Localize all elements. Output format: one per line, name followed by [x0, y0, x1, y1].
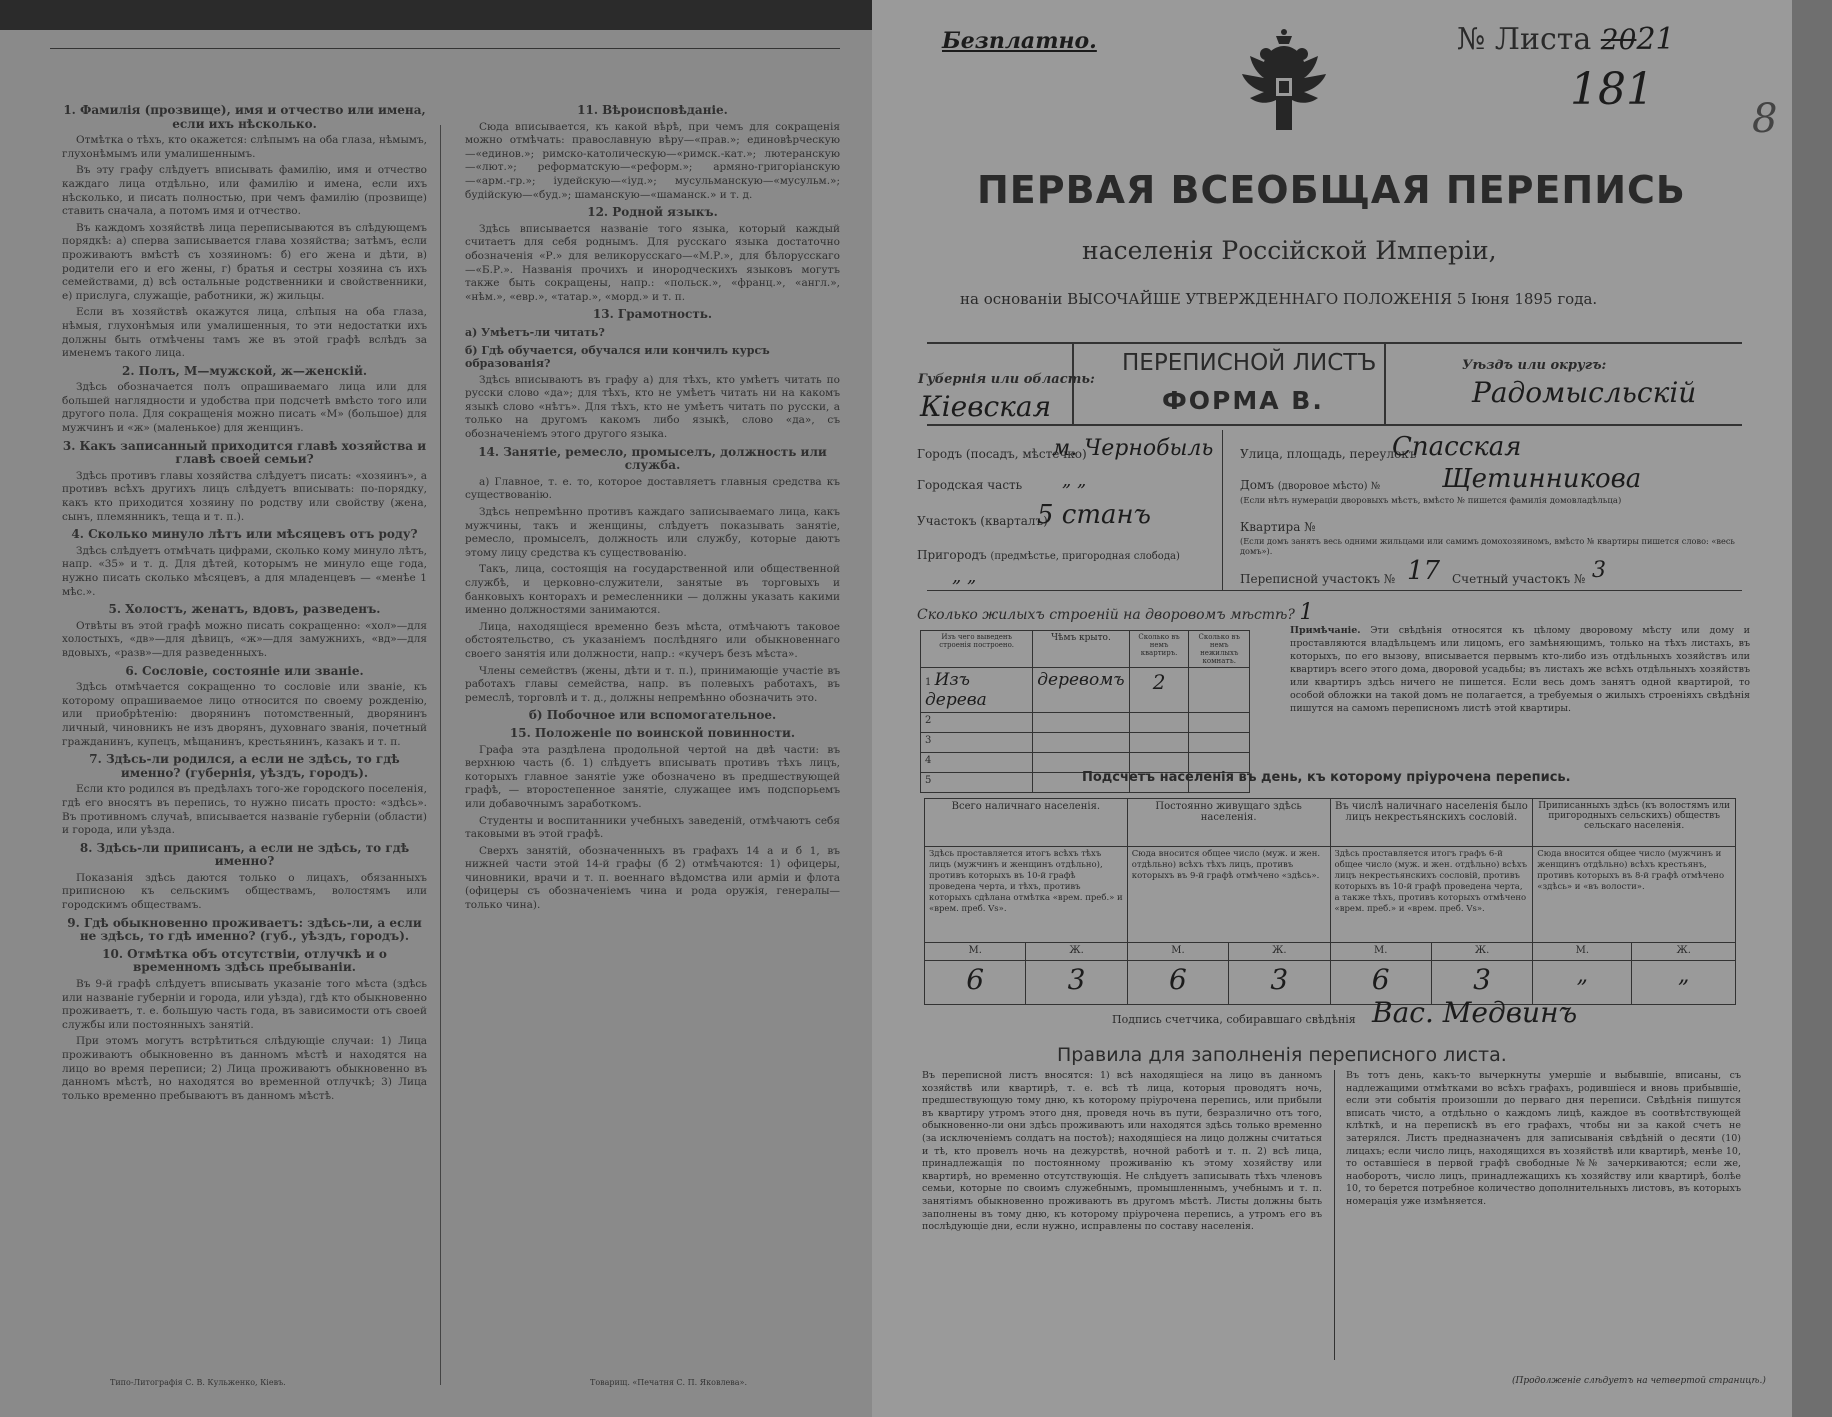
- row-number: 2: [921, 713, 1033, 733]
- tally-nonpeasant-female: 3: [1431, 961, 1532, 1005]
- female-label: Ж.: [1632, 943, 1736, 961]
- instruction-heading: б) Побочное или вспомогательное.: [528, 708, 777, 723]
- instruction-paragraph: Члены семействъ (жены, дѣти и т. п.), принимающіе участіе въ работахъ главы семейства, напр. въ полевыхъ работахъ, въ ремеслѣ, торговлѣ и т. д., должны непремѣнно обозначить это.: [465, 664, 840, 704]
- instruction-paragraph: При этомъ могутъ встрѣтиться слѣдующіе случаи: 1) Лица проживаютъ обыкновенно въ данномъ мѣстѣ и находятся на лицо во время переписи; 2) Лица проживаютъ обыкновенно въ данномъ мѣстѣ, но находятся во временной отлучкѣ; 3) Лица только временно пребываютъ въ данномъ мѣстѣ.: [62, 1035, 427, 1102]
- sheet-number: [1457, 22, 1675, 57]
- column-divider: [440, 125, 441, 1385]
- female-label: Ж.: [1026, 943, 1127, 961]
- buildings-table-header: [921, 631, 1250, 668]
- buildings-rule: [927, 590, 1742, 591]
- row-roof: [1033, 733, 1129, 753]
- tally-permanent-male: 6: [1127, 961, 1228, 1005]
- census-section-label: Переписной участокъ №: [1240, 572, 1396, 586]
- instructions-column-left: [62, 100, 427, 1106]
- instruction-heading: 1. Фамилія (прозвище), имя и отчество или имена, если ихъ нѣсколько.: [63, 103, 426, 131]
- census-form-page: [872, 0, 1792, 1417]
- tally-total-male: 6: [925, 961, 1026, 1005]
- city-label: Городъ (посадъ, мѣстечко): [917, 447, 1087, 461]
- tally-sex-row: [925, 943, 1736, 961]
- instruction-heading: 11. Вѣроисповѣданіе.: [577, 103, 728, 117]
- male-label: М.: [1330, 943, 1431, 961]
- female-label: Ж.: [1431, 943, 1532, 961]
- row-rooms: [1189, 733, 1250, 753]
- instruction-paragraph: Графа эта раздѣлена продольной чертой на двѣ части: въ верхнюю часть (б. 1) слѣдуетъ вписывать противъ тѣхъ лицъ, которыхъ главное занятіе уже обозначено въ предшествующей графѣ, — второстепенное занятіе, служащее имъ подспорьемъ или добавочнымъ заработкомъ.: [465, 743, 840, 810]
- tally-nonpeasant-male: 6: [1330, 961, 1431, 1005]
- instruction-paragraph: Сюда вписывается, къ какой вѣрѣ, при чемъ для сокращенія можно отмѣчать: православную вѣру—«прав.»; единовѣрческую—«единов.»; римско-католическую—«римск.-кат.»; лютеранскую—«лют.»; реформатскую—«реформ.»; армяно-григоріанскую—«арм.-гр.»; іудейскую—«іуд.»; мусульманскую—«мусульм.»; будійскую—«буд.»; шаманскую—«шаманск.» и т. д.: [465, 120, 840, 201]
- buildings-col-rooms: Сколько въ немъ нежилыхъ комнатъ.: [1189, 631, 1250, 668]
- count-section-label: Счетный участокъ №: [1452, 572, 1586, 586]
- row-rooms: [1189, 713, 1250, 733]
- buildings-col-material: Изъ чего выведенъ строенія построено.: [921, 631, 1033, 668]
- tally-registered-male: „: [1533, 961, 1632, 1005]
- house-label-text: Домъ: [1240, 478, 1274, 492]
- instruction-heading: 5. Холостъ, женатъ, вдовъ, разведенъ.: [108, 602, 381, 617]
- sheet-number-value: 21: [1636, 22, 1675, 57]
- sheet-number-crossed: 20: [1600, 23, 1637, 56]
- city-value: м. Чернобыль: [1052, 436, 1214, 461]
- male-label: М.: [1533, 943, 1632, 961]
- buildings-col-apartments: Сколько въ немъ квартиръ.: [1129, 631, 1189, 668]
- signature-label: Подпись счетчика, собиравшаго свѣдѣнія: [1112, 1013, 1356, 1026]
- buildings-table: [920, 630, 1250, 793]
- instruction-heading: 12. Родной языкъ.: [587, 205, 718, 220]
- instruction-paragraph: Показанія здѣсь даются только о лицахъ, обязанныхъ приписною къ сельскимъ обществамъ, волостямъ или городскимъ обществамъ.: [62, 871, 427, 912]
- row-apartments: [1129, 733, 1189, 753]
- instruction-paragraph: Лица, находящіеся временно безъ мѣста, отмѣчаютъ таковое обстоятельство, съ указаніемъ послѣдняго или обыкновеннаго своего занятія или должности, напр.: «кучеръ безъ мѣста».: [465, 620, 840, 660]
- tally-values-row: [925, 961, 1736, 1005]
- row-number: 1: [925, 677, 932, 688]
- tally-total-female: 3: [1026, 961, 1127, 1005]
- instruction-paragraph: Здѣсь непремѣнно противъ каждаго записываемаго лица, какъ мужчины, такъ и женщины, слѣдуетъ показывать занятіе, ремесло, промыселъ, должность или службу, которые даютъ этому лицу средства къ существованію.: [465, 506, 840, 559]
- apartment-label: Квартира №: [1240, 520, 1316, 534]
- left-page-instructions: [0, 30, 872, 1417]
- instruction-paragraph: а) Главное, т. е. то, которое доставляетъ главныя средства къ существованію.: [465, 475, 840, 502]
- governorate-value: Кіевская: [920, 390, 1052, 423]
- tally-header-row: [925, 799, 1736, 847]
- city-part-label: Городская часть: [917, 478, 1023, 492]
- tally-desc: Сюда вносится общее число (мужчинъ и женщинъ отдѣльно) всѣхъ крестьянъ, противъ которыхъ въ 8-й графѣ отмѣчено «здѣсь» и «въ волости».: [1533, 847, 1736, 943]
- census-section-value: 17: [1407, 556, 1441, 586]
- instruction-paragraph: Здѣсь противъ главы хозяйства слѣдуетъ писать: «хозяинъ», а противъ всѣхъ другихъ лицъ слѣдуетъ вписывать: по-порядку, какъ кто приходится хозяину по родству или свойству (жена, сынъ, племянникъ, теща и т. п.).: [62, 469, 427, 523]
- tally-col-non-peasant: Въ числѣ наличнаго населенія было лицъ некрестьянскихъ сословій.: [1330, 799, 1533, 847]
- instruction-heading: б) Гдѣ обучается, обучался или кончилъ курсъ образованія?: [465, 343, 770, 371]
- instruction-heading: а) Умѣетъ-ли читать?: [465, 325, 605, 339]
- instruction-paragraph: Если въ хозяйствѣ окажутся лица, слѣпыя на оба глаза, нѣмыя, глухонѣмыя или умалишенныя, то эти недостатки ихъ должны быть отмѣчены тамъ же въ этой графѣ вслѣдъ за именемъ такого лица.: [62, 306, 427, 360]
- instruction-paragraph: Здѣсь вписываютъ въ графу а) для тѣхъ, кто умѣетъ читать по русски слово «да»; для тѣхъ, кто не умѣетъ читать ни на какомъ языкѣ слово «нѣтъ». Для тѣхъ, кто не умѣетъ читать по русски, а только на другомъ какомъ либо языкѣ, слово «да», съ обозначеніемъ этого другого языка.: [465, 373, 840, 441]
- rules-continued: (Продолженіе слѣдуетъ на четвертой страницѣ.): [1512, 1376, 1766, 1386]
- tally-permanent-female: 3: [1229, 961, 1330, 1005]
- instruction-heading: 7. Здѣсь-ли родился, а если не здѣсь, то гдѣ именно? (губернія, уѣздъ, городъ).: [89, 752, 400, 780]
- instruction-heading: 4. Сколько минуло лѣтъ или мѣсяцевъ отъ роду?: [71, 527, 418, 542]
- house-note: (Если нѣтъ нумераціи дворовыхъ мѣстъ, вмѣсто № пишется фамилія домовладѣльца): [1240, 496, 1622, 506]
- instruction-heading: 6. Сословіе, состояніе или званіе.: [125, 663, 364, 678]
- street-label: Улица, площадь, переулокъ: [1240, 447, 1417, 461]
- instruction-paragraph: Сверхъ занятій, обозначенныхъ въ графахъ 14 а и б 1, въ нижней части этой 14-й графы (б 2) отмѣчаются: 1) офицеры, чиновники, врачи и т. п. военнаго вѣдомства или арміи и флота (офицеры съ обозначеніемъ чина и рода оружія, генералы—только чина).: [465, 844, 840, 912]
- counter-signature: Вас. Медвинъ: [1372, 996, 1578, 1029]
- instruction-paragraph: Здѣсь обозначается полъ опрашиваемаго лица или для большей наглядности и удобства при подсчетѣ вмѣсто того или другого пола. Для сокращенія можно писать «М» (большое) для мужчинъ и «ж» (маленькое) для женщинъ.: [62, 381, 427, 435]
- header-rule-right: [1384, 342, 1386, 426]
- district-label: Уѣздъ или округъ:: [1462, 358, 1607, 373]
- form-title-1: ПЕРЕПИСНОЙ ЛИСТЪ: [1122, 350, 1377, 376]
- tally-col-registered: Приписанныхъ здѣсь (къ волостямъ или пригородныхъ сельскихъ) обществъ сельскаго населенія.: [1533, 799, 1736, 847]
- buildings-cell-material: [921, 668, 1033, 713]
- instruction-paragraph: Студенты и воспитанники учебныхъ заведеній, отмѣчаютъ себя таковыми въ этой графѣ.: [465, 814, 840, 841]
- suburb-label: [917, 548, 1180, 562]
- double-headed-eagle-icon: [1228, 28, 1340, 138]
- instructions-column-right: [465, 100, 840, 916]
- suburb-hint: (предмѣстье, пригородная слобода): [990, 551, 1180, 562]
- left-printer-footer: Типо-Литографія С. В. Кульженко, Кіевъ.: [110, 1378, 286, 1387]
- form-title-2: ФОРМА В.: [1162, 386, 1324, 415]
- tally-registered-female: „: [1632, 961, 1736, 1005]
- male-label: М.: [925, 943, 1026, 961]
- rules-title: Правила для заполненія переписного листа.: [1057, 1044, 1507, 1066]
- suburb-label-text: Пригородъ: [917, 548, 987, 562]
- table-row: [921, 733, 1250, 753]
- row-number: 5: [921, 773, 1033, 793]
- instruction-paragraph: Въ эту графу слѣдуетъ вписывать фамилію, имя и отчество каждаго лица отдѣльно, или фамилію и имена, если ихъ нѣсколько, и писать полностью, при чемъ фамилію (прозвище) ставить сначала, а потомъ имя и отчество.: [62, 164, 427, 218]
- instruction-heading: 10. Отмѣтка объ отсутствіи, отлучкѣ и о временномъ здѣсь пребываніи.: [102, 946, 387, 975]
- instruction-heading: 8. Здѣсь-ли приписанъ, а если не здѣсь, то гдѣ именно?: [79, 840, 410, 869]
- row-roof: [1033, 713, 1129, 733]
- right-printer-footer: Товарищ. «Печатня С. П. Яковлева».: [590, 1378, 747, 1387]
- row-rooms: [1189, 668, 1250, 713]
- buildings-note: [1290, 624, 1750, 715]
- margin-mark: 8: [1752, 96, 1778, 142]
- instruction-heading: 14. Занятіе, ремесло, промыселъ, должность или служба.: [478, 444, 827, 473]
- instruction-heading: 2. Полъ, М—мужской, ж—женскій.: [121, 363, 368, 378]
- tally-col-total: Всего наличнаго населенія.: [925, 799, 1128, 847]
- row-number: 4: [921, 753, 1033, 773]
- apartment-note: (Если домъ занятъ весь одними жильцами или самимъ домохозяиномъ, вмѣсто № квартиры пишется слово: «весь домъ»).: [1240, 536, 1735, 556]
- census-title: ПЕРВАЯ ВСЕОБЩАЯ ПЕРЕПИСЬ: [977, 168, 1686, 212]
- table-row: [921, 668, 1250, 713]
- tally-desc: Здѣсь проставляется итогъ графъ 6-й общее число (муж. и жен. отдѣльно) всѣхъ лицъ некрестьянскихъ сословій, противъ которыхъ въ 10-й графѣ проведена черта, а также тѣхъ, противъ которыхъ отмѣчено «врем. преб.» и «врем. преб. Vs».: [1330, 847, 1533, 943]
- instruction-heading: 15. Положеніе по воинской повинности.: [509, 725, 796, 740]
- tally-col-permanent: Постоянно живущаго здѣсь населенія.: [1127, 799, 1330, 847]
- archive-number: 181: [1570, 64, 1654, 115]
- district-value: Радомысльскій: [1472, 376, 1697, 409]
- tally-desc: Здѣсь проставляется итогъ всѣхъ тѣхъ лицъ (мужчинъ и женщинъ отдѣльно), противъ которыхъ въ 10-й графѣ проведена черта, и тѣхъ, противъ которыхъ сдѣлана отмѣтка «врем. преб.» и «врем. преб. Vs».: [925, 847, 1128, 943]
- instruction-paragraph: Если кто родился въ предѣлахъ того-же городского поселенія, гдѣ его вносятъ въ перепись, то нужно писать просто: «здѣсь». Въ противномъ случаѣ, вписывается названіе губерніи (области) и города, или уѣзда.: [62, 783, 427, 837]
- instruction-paragraph: Здѣсь слѣдуетъ отмѣчать цифрами, сколько кому минуло лѣтъ, напр. «35» и т. д. Для дѣтей, которымъ не минуло еще года, нужно писать сколько мѣсяцевъ, а для младенцевъ — «менѣе 1 мѣс.».: [62, 544, 427, 598]
- tally-table: [924, 798, 1736, 1005]
- house-label: [1240, 478, 1380, 492]
- male-label: М.: [1127, 943, 1228, 961]
- left-page-top-rule: [50, 48, 840, 49]
- rules-divider: [1334, 1070, 1335, 1360]
- address-vertical-rule: [1222, 430, 1223, 590]
- instruction-heading: 9. Гдѣ обыкновенно проживаетъ: здѣсь-ли, а если не здѣсь, то гдѣ именно? (губ., уѣздъ, городъ).: [67, 915, 422, 944]
- tally-desc: Сюда вносится общее число (муж. и жен. отдѣльно) всѣхъ тѣхъ лицъ, противъ которыхъ въ 9-й графѣ отмѣчено «здѣсь».: [1127, 847, 1330, 943]
- governorate-label: Губернія или область:: [918, 372, 1095, 387]
- free-label: Безплатно.: [942, 28, 1097, 54]
- row-material: Изъ дерева: [925, 670, 987, 710]
- row-apartments: [1129, 713, 1189, 733]
- buildings-label-text: Сколько жилыхъ строеній на дворовомъ мѣстѣ?: [917, 607, 1295, 623]
- table-row: [921, 713, 1250, 733]
- instruction-heading: 13. Грамотность.: [592, 307, 713, 322]
- suburb-value: „ „: [952, 566, 977, 587]
- ward-value: 5 станъ: [1037, 500, 1151, 530]
- instruction-paragraph: Въ каждомъ хозяйствѣ лица переписываются въ слѣдующемъ порядкѣ: а) сперва записывается глава хозяйства; затѣмъ, если проживаютъ вмѣстѣ съ хозяиномъ: б) его жена и дѣти, в) родители его и его жены, г) братья и сестры хозяина съ ихъ семействами, д) всѣ остальные родственники и свойственники, е) прислуга, служащіе, работники, ж) жильцы.: [62, 221, 427, 302]
- ward-label: Участокъ (кварталъ): [917, 514, 1048, 528]
- census-basis-line: на основаніи ВЫСОЧАЙШЕ УТВЕРЖДЕННАГО ПОЛОЖЕНІЯ 5 Іюня 1895 года.: [960, 290, 1598, 308]
- city-part-value: „ „: [1062, 470, 1087, 491]
- buildings-note-title: Примѣчаніе.: [1290, 625, 1361, 636]
- buildings-label: [917, 600, 1313, 625]
- house-hint: (дворовое мѣсто) №: [1277, 481, 1381, 492]
- street-value: Спасская: [1392, 432, 1522, 462]
- female-label: Ж.: [1229, 943, 1330, 961]
- row-number: 3: [921, 733, 1033, 753]
- instruction-paragraph: Здѣсь вписывается названіе того языка, который каждый считаетъ для себя роднымъ. Для русскаго языка достаточно обозначенія «Р.» для великорусскаго—«М.Р.», для бѣлорусскаго—«Б.Р.». Названія прочихъ и инородческихъ языковъ могутъ также быть сокращены, напр.: «польск.», «франц.», «англ.», «нѣм.», «евр.», «татар.», «морд.» и т. п.: [465, 222, 840, 303]
- header-rule-top: [927, 342, 1742, 344]
- buildings-note-text: Эти свѣдѣнія относятся къ цѣлому дворовому мѣсту или дому и проставляются владѣльцемъ или лицомъ, его замѣняющимъ, только на тѣхъ листахъ, въ которыхъ, по его вызову, вписывается первымъ кто-либо изъ отдѣльныхъ хозяйствъ или квартиръ всего этого дома, дворовой усадьбы; въ листахъ же всѣхъ отдѣльныхъ хозяйствъ или квартиръ здѣсь ничего не пишется. Если весь домъ занятъ одной квартирой, то особой обложки на такой домъ не полагается, а требуемыя о жилыхъ строеніяхъ свѣдѣнія пишутся на самомъ переписномъ листѣ этой квартиры.: [1290, 625, 1750, 714]
- census-subtitle: населенія Россійской Имперіи,: [1082, 236, 1497, 265]
- tally-desc-row: [925, 847, 1736, 943]
- instruction-paragraph: Такъ, лица, состоящія на государственной или общественной службѣ, и церковно-служители, занятые въ торговыхъ и банковыхъ конторахъ и ремесленники — должны указать какими именно должностями занимаются.: [465, 563, 840, 617]
- row-apartments: 2: [1129, 668, 1189, 713]
- header-rule-bottom: [927, 424, 1742, 426]
- instruction-paragraph: Отмѣтка о тѣхъ, кто окажется: слѣпымъ на оба глаза, нѣмымъ, глухонѣмымъ или умалишеннымъ.: [62, 134, 427, 160]
- instruction-paragraph: Здѣсь отмѣчается сокращенно то сословіе или званіе, къ которому опрашиваемое лицо относится по своему рожденію, или приобрѣтенію: дворянинъ потомственный, дворянинъ личный, чиновникъ не изъ дворянъ, духовнаго званія, почетный гражданинъ, купецъ, мѣщанинъ, крестьянинъ, казакъ и т. п.: [62, 681, 427, 748]
- rules-text-left: Въ переписной листъ вносятся: 1) всѣ находящіеся на лицо въ данномъ хозяйствѣ или квартирѣ, т. е. всѣ тѣ лица, которыя проводятъ ночь, предшествующую тому дню, къ которому пріурочена перепись, или прибыли въ квартиру утромъ этого дня, проведя ночь въ пути, безразлично отъ того, обыкновенно-ли они здѣсь проживаютъ или находятся здѣсь только временно (за исключеніемъ солдатъ на постоѣ); находящіеся на лицо должны считаться и тѣ, кто провелъ ночь на дежурствѣ, ночной работѣ и т. п. 2) всѣ лица, принадлежащія по постоянному проживанію къ этому хозяйству или квартирѣ, но временно отсутствующія. Не слѣдуетъ записывать тѣхъ членовъ семьи, которые по своимъ служебнымъ, промышленнымъ, учебнымъ и т. п. занятіямъ обыкновенно проживаютъ въ другомъ мѣстѣ. Листы должны быть заполнены въ тому дню, къ которому пріурочена перепись, а утромъ его въ послѣдующіе дни, если нужно, исправлены по составу населенія.: [922, 1070, 1322, 1233]
- rules-text-right: Въ тотъ день, какъ-то вычеркнуты умершіе и выбывшіе, вписаны, съ надлежащими отмѣтками во всѣхъ графахъ, родившіеся и вновь прибывшіе, если эти событія произошли до перваго дня переписи. Свѣдѣнія пишутся вписать чисто, а отдѣльно о каждомъ лицѣ, каждое въ соотвѣтствующей клѣткѣ, и на перепискѣ въ его графахъ, чтобы ни за какой счетъ не затерялся. Листъ предназначенъ для записыванія свѣдѣній о десяти (10) лицахъ; если число лицъ, находящихся въ хозяйствѣ или квартирѣ, менѣе 10, то оставшіеся в первой графѣ свободные №№ зачеркиваются; если же, наоборотъ, число лицъ, принадлежащихъ къ хозяйству или квартирѣ, болѣе 10, то берется потребное количество дополнительныхъ листовъ, въ которыхъ номерація уже измѣняется.: [1346, 1070, 1741, 1207]
- instruction-paragraph: Отвѣты въ этой графѣ можно писать сокращенно: «хол»—для холостыхъ, «дв»—для дѣвицъ, «ж»—для замужнихъ, «вд»—для вдовыхъ, «разв»—для разведенныхъ.: [62, 619, 427, 659]
- count-section-value: 3: [1592, 558, 1606, 583]
- stack-edge: [1792, 0, 1832, 1417]
- house-value: Щетинникова: [1442, 464, 1642, 494]
- instruction-paragraph: Въ 9-й графѣ слѣдуетъ вписывать указаніе того мѣста (здѣсь или названіе губерніи и города, или уѣзда), гдѣ кто обыкновенно проживаетъ, т. е. большую часть года, въ зависимости отъ своей службы или постоянныхъ занятій.: [62, 978, 427, 1031]
- instruction-heading: 3. Какъ записанный приходится главѣ хозяйства и главѣ своей семьи?: [62, 438, 427, 467]
- buildings-value: 1: [1299, 600, 1314, 625]
- tally-title: Подсчетъ населенія въ день, къ которому пріурочена перепись.: [1082, 770, 1571, 785]
- buildings-col-roof: Чѣмъ крыто.: [1033, 631, 1129, 668]
- sheet-number-label: № Листа: [1457, 22, 1592, 57]
- row-roof: деревомъ: [1033, 668, 1129, 713]
